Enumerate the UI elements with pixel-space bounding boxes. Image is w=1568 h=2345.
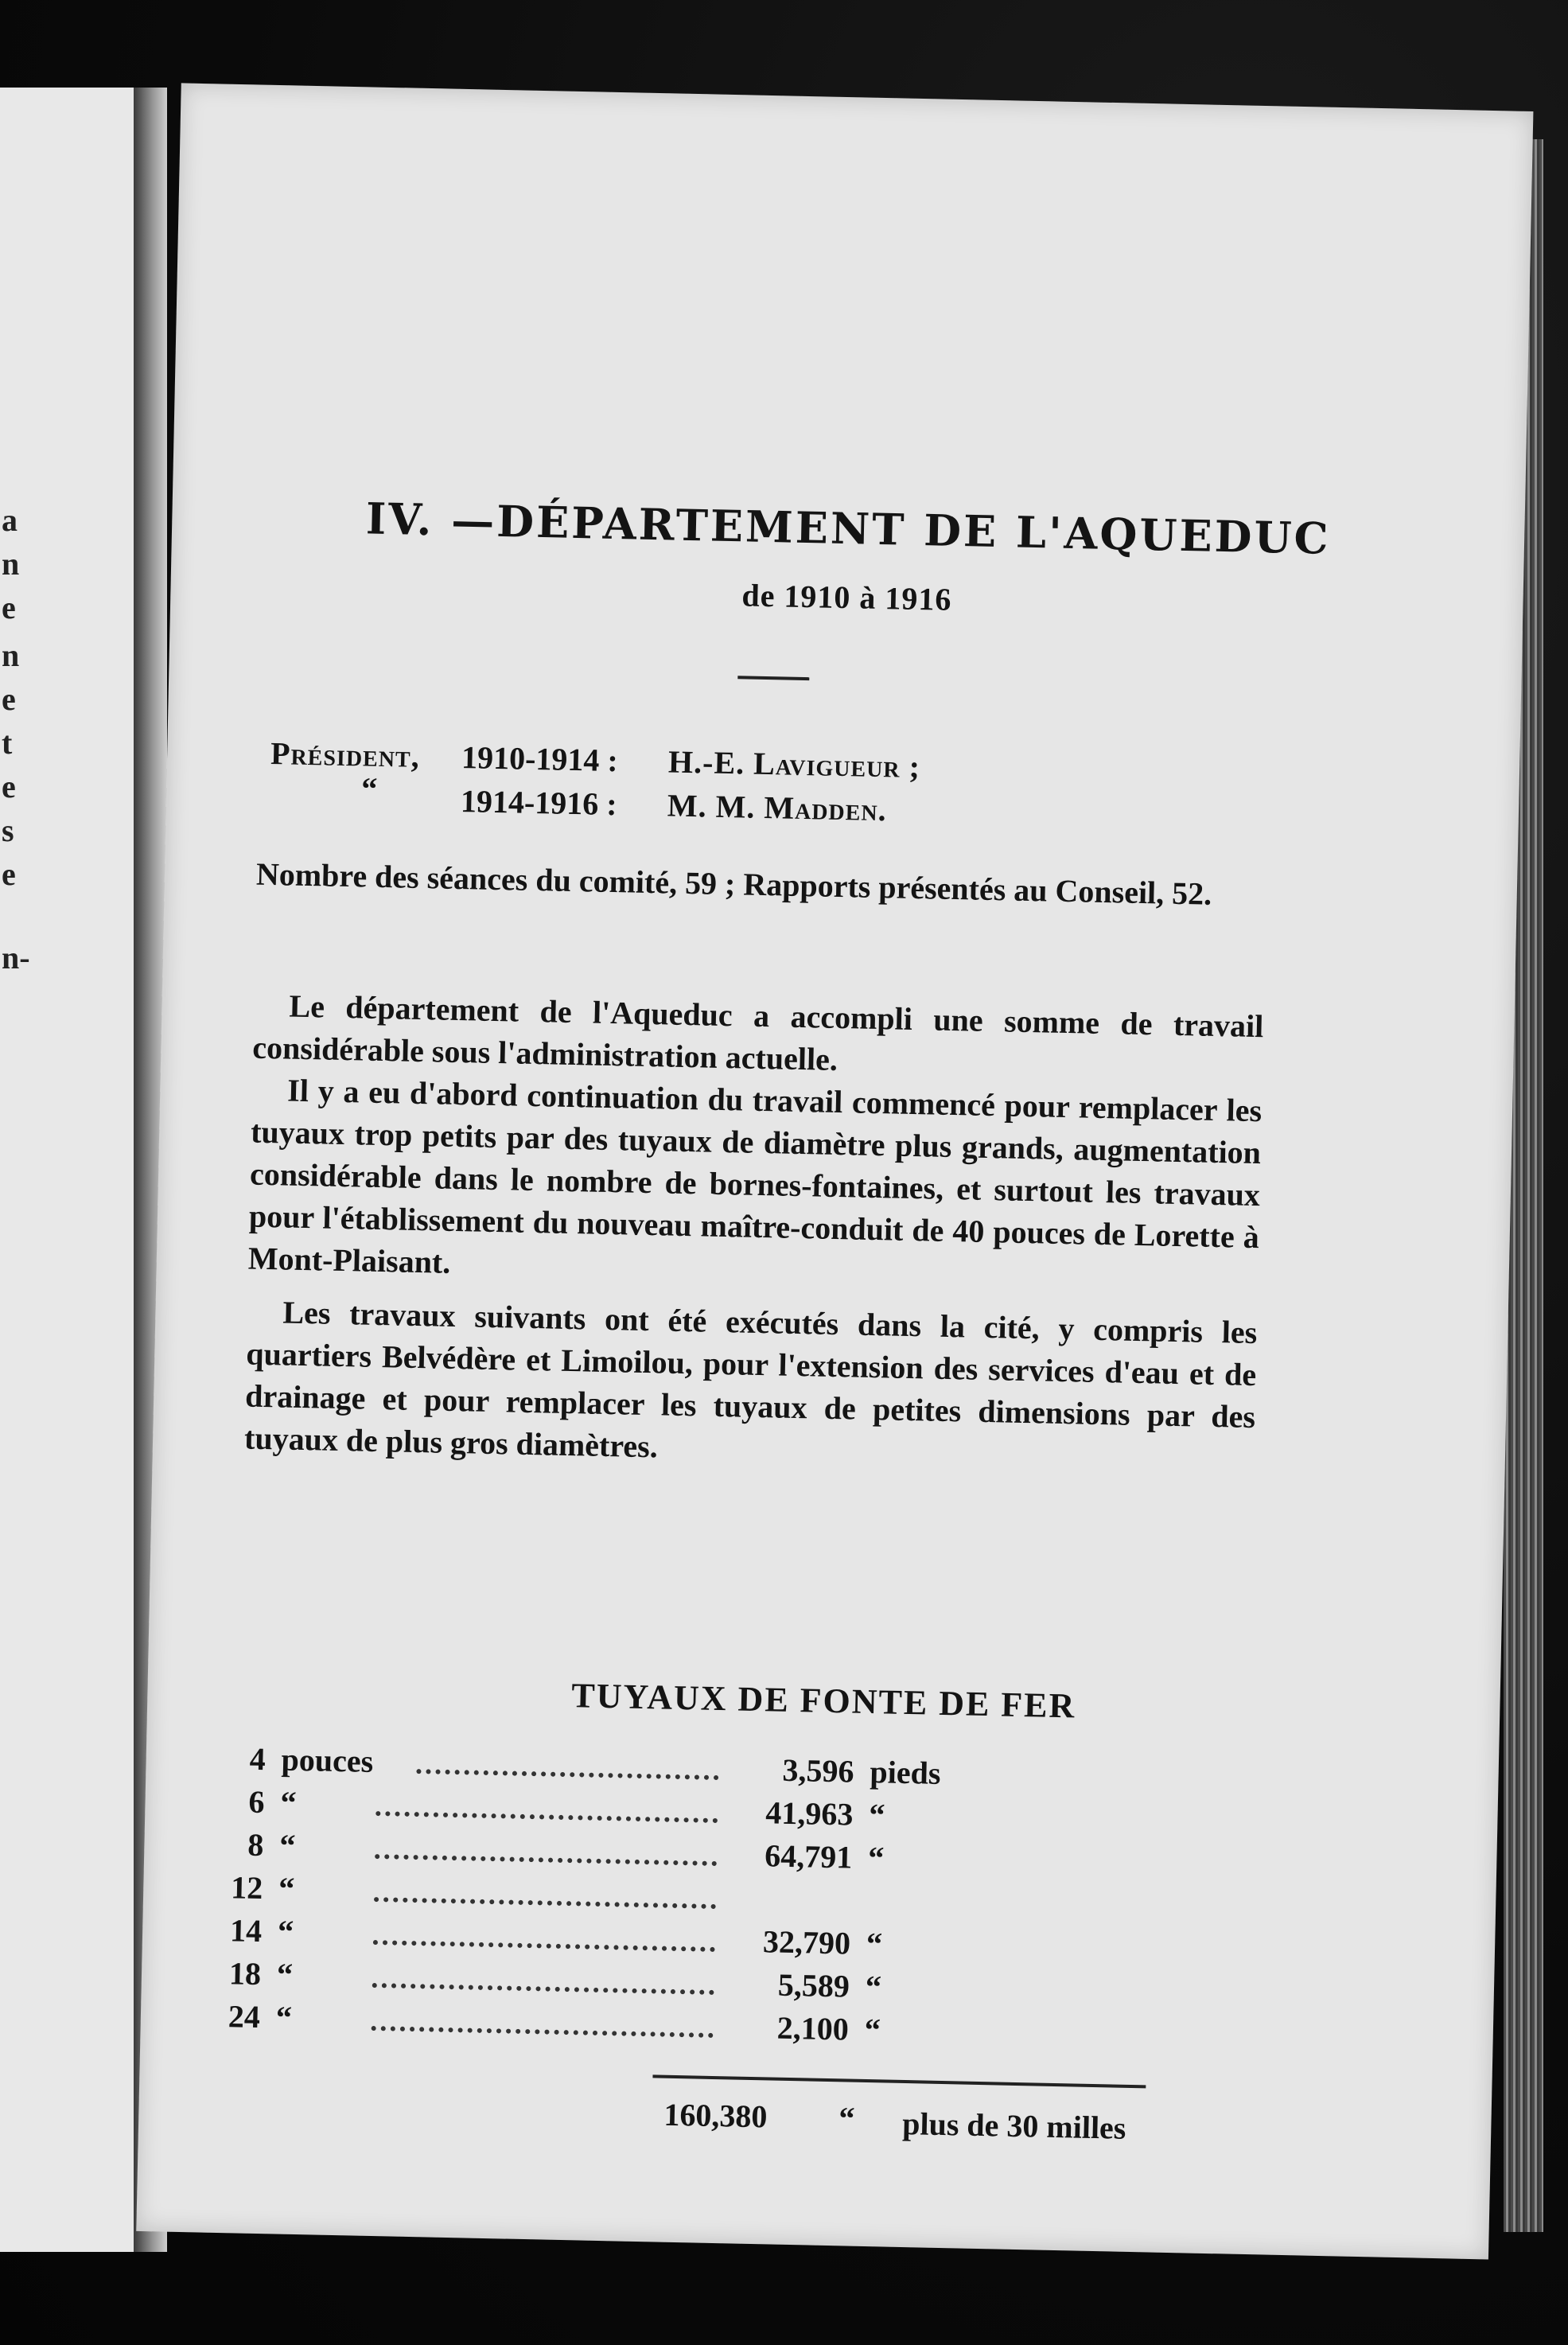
- facing-page-fragment: t: [2, 725, 13, 761]
- facing-page-fragment: e: [2, 590, 16, 625]
- total-length-unit: “: [838, 2100, 855, 2137]
- pipe-diameter-unit: “: [276, 1956, 294, 1992]
- dot-leader: [416, 1750, 719, 1780]
- facing-page-fragment: a: [2, 502, 18, 538]
- pipe-length-unit: pieds: [870, 1754, 941, 1791]
- table-title: TUYAUX DE FONTE DE FER: [570, 1676, 1076, 1726]
- pipe-diameter-unit: “: [278, 1870, 295, 1907]
- document-page: [136, 83, 1533, 2259]
- paragraph: Le département de l'Aqueduc a accompli une somme de travail considérable sous l'administration actuelle.: [251, 987, 1264, 1077]
- dot-leader: [375, 1835, 718, 1866]
- facing-page-fragment: n-: [2, 940, 30, 976]
- facing-page-fragment: n: [2, 546, 20, 582]
- dot-leader: [372, 1964, 715, 1995]
- pipe-length: 32,790: [762, 1923, 851, 1961]
- dot-leader: [373, 1921, 716, 1952]
- paragraph: Les travaux suivants ont été exécutés dans la cité, y compris les quartiers Belvédère et Limoilou, pour l'extension des services d'eau et de drainage et pour remplacer les tuyaux de petites dimensions par des tuyaux de plus gros diamètres.: [243, 1294, 1258, 1465]
- president-name: H.-E. Lavigueur ;: [667, 743, 921, 785]
- total-note: plus de 30 milles: [901, 2105, 1126, 2146]
- pipe-length: 2,100: [776, 2009, 850, 2047]
- pipe-length: 3,596: [782, 1751, 855, 1790]
- pipe-diameter: 24: [228, 1998, 261, 2035]
- facing-page-fragment: e: [2, 856, 16, 892]
- pipe-diameter-unit: “: [280, 1784, 298, 1821]
- meetings-text: Nombre des séances du comité, 59 ; Rapports présentés au Conseil, 52.: [255, 855, 1212, 912]
- facing-page-fragment: s: [2, 812, 14, 848]
- pipe-diameter: 8: [247, 1826, 264, 1864]
- ditto-mark: “: [360, 770, 378, 807]
- pipe-length: 5,589: [777, 1966, 850, 2004]
- pipe-table: [212, 1739, 1252, 2062]
- dot-leader: [374, 1878, 717, 1909]
- pipe-length-unit: “: [864, 2011, 881, 2048]
- president-years: 1914-1916 :: [460, 782, 618, 823]
- pipe-diameter-unit: pouces: [281, 1741, 374, 1779]
- president-name: M. M. Madden.: [667, 787, 888, 828]
- pipe-length-unit: “: [868, 1797, 885, 1833]
- facing-page-fragment: e: [2, 769, 16, 804]
- pipe-diameter: 18: [228, 1955, 262, 1992]
- pipe-length: 64,791: [764, 1837, 853, 1876]
- body-text: [244, 984, 1264, 1480]
- pipe-length: 41,963: [765, 1794, 854, 1833]
- facing-page-fragment: n: [2, 637, 20, 673]
- pipe-diameter-unit: “: [278, 1827, 296, 1864]
- pipe-diameter: 14: [229, 1912, 263, 1950]
- president-years: 1910-1914 :: [461, 739, 619, 779]
- dot-leader: [372, 2007, 714, 2038]
- pipe-diameter-unit: “: [277, 1913, 294, 1950]
- pipe-length-unit: “: [865, 1968, 882, 2005]
- pipe-diameter: 6: [248, 1783, 266, 1821]
- pipe-diameter: 12: [230, 1869, 263, 1907]
- section-title: IV. —DÉPARTEMENT DE L'AQUEDUC: [365, 493, 1332, 564]
- total-rule: [652, 2074, 1146, 2088]
- paragraph: Il y a eu d'abord continuation du travail commencé pour remplacer les tuyaux trop petits par des tuyaux de diamètre plus grands, augmentation considérable dans le nombre de bornes-fontaines, et surtout les travaux pour l'établissement du nouveau maître-conduit de 40 pouces de Lorette à Mont-Plaisant.: [247, 1072, 1263, 1280]
- pipe-diameter: 4: [249, 1740, 267, 1778]
- title-divider: [737, 676, 809, 680]
- president-label: Président,: [270, 734, 421, 774]
- meetings-summary: [255, 853, 1266, 917]
- facing-page-fragment: e: [2, 681, 16, 717]
- pipe-length-unit: “: [867, 1840, 885, 1876]
- facing-page-edge: [0, 88, 138, 2252]
- pipe-length-unit: “: [866, 1925, 883, 1962]
- dot-leader: [375, 1792, 718, 1823]
- total-length: 160,380: [663, 2096, 768, 2135]
- section-period: de 1910 à 1916: [741, 577, 952, 617]
- pipe-diameter-unit: “: [275, 1999, 293, 2035]
